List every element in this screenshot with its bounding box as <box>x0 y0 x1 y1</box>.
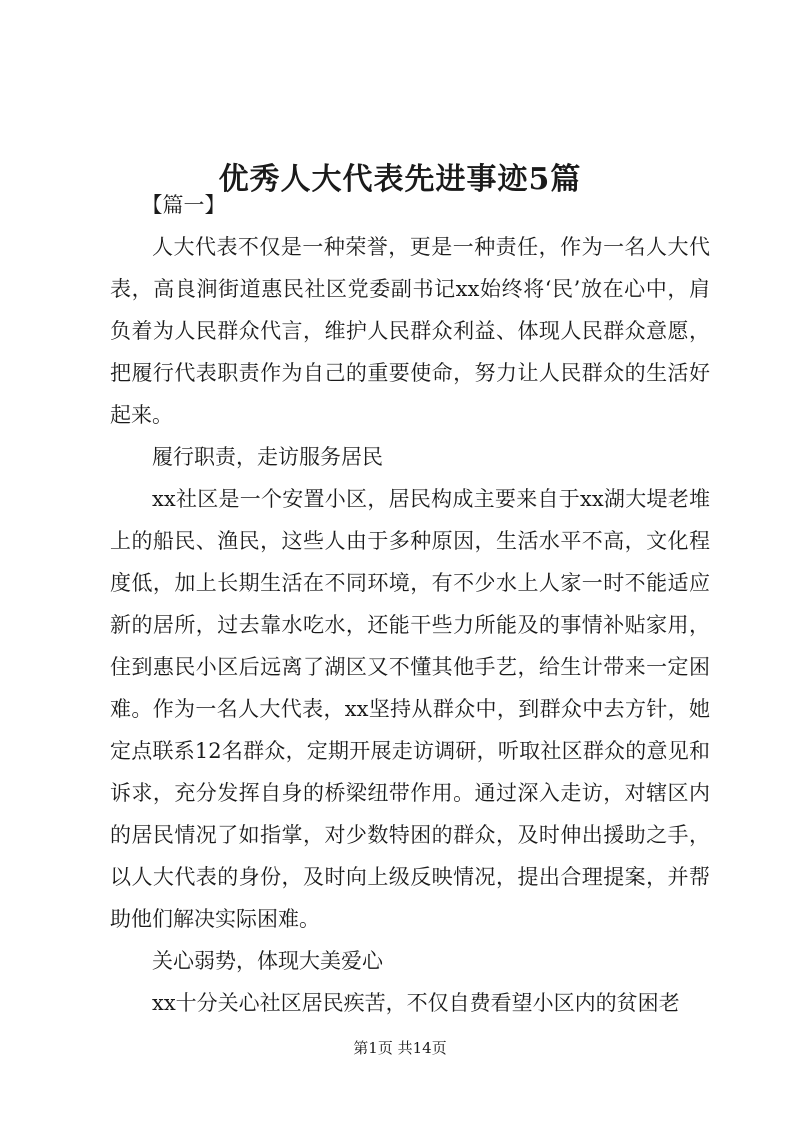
subheading-duties: 履行职责，走访服务居民 <box>152 445 383 469</box>
page-title: 优秀人大代表先进事迹5篇 <box>218 162 582 198</box>
section-label: 【篇一】 <box>141 193 226 217</box>
page-footer: 第1页 共14页 <box>353 1039 447 1057</box>
paragraph-intro: 人大代表不仅是一种荣誉，更是一种责任，作为一名人大代表，高良涧街道惠民社区党委副书记xx始终将‘民’放在心中，肩负着为人民群众代言，维护人民群众利益、体现人民群众意愿，把履行代表职责作为自己的重要使命，努力让人民群众的生活好起来。 <box>110 235 710 427</box>
document-body <box>110 184 710 1024</box>
paragraph-duties: xx社区是一个安置小区，居民构成主要来自于xx湖大堤老堆上的船民、渔民，这些人由于多种原因，生活水平不高，文化程度低，加上长期生活在不同环境，有不少水上人家一时不能适应新的居所，过去靠水吃水，还能干些力所能及的事情补贴家用，住到惠民小区后远离了湖区又不懂其他手艺，给生计带来一定困难。作为一名人大代表，xx坚持从群众中，到群众中去方针，她定点联系12名群众，定期开展走访调研，听取社区群众的意见和诉求，充分发挥自身的桥梁纽带作用。通过深入走访，对辖区内的居民情况了如指掌，对少数特困的群众，及时伸出援助之手，以人大代表的身份，及时向上级反映情况，提出合理提案，并帮助他们解决实际困难。 <box>110 487 710 931</box>
subheading-care: 关心弱势，体现大美爱心 <box>152 949 383 973</box>
paragraph-care: xx十分关心社区居民疾苦，不仅自费看望小区内的贫困老 <box>152 991 680 1015</box>
